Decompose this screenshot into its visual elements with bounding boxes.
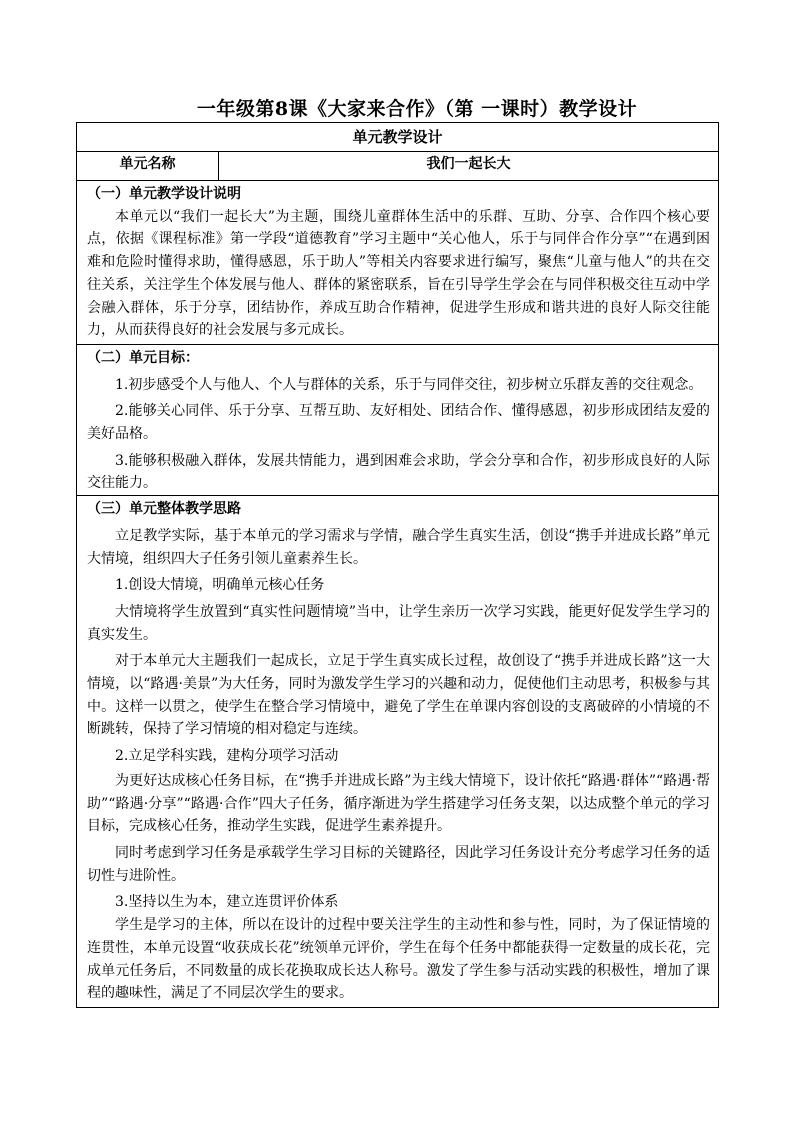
approach-paragraph: 大情境将学生放置到“真实性问题情境”当中，让学生亲历一次学习实践，能更好促发学生学习的真实发生。 — [87, 603, 711, 643]
table-header: 单元教学设计 — [77, 123, 719, 152]
section-goals-title: （二）单元目标： — [87, 349, 199, 366]
approach-paragraph: 同时考虑到学习任务是承载学生学习目标的关键路径，因此学习任务设计充分考虑学习任务的适切性与进阶性。 — [87, 844, 711, 884]
approach-paragraph: 对于本单元大主题我们一起成长，立足于学生真实成长过程，故创设了“携手并进成长路”这一大情境，以“路遇·美景”为大任务，同时为激发学生学习的兴趣和动力，促使他们主动思考，积极参与其中。这样一以贯之，使学生在整合学习情境中，避免了学生在单课内容创设的支离破碎的小情境的不断跳转，保持了学习情境的相对稳定与连续。 — [87, 653, 711, 738]
goal-item: 2.能够关心同伴、乐于分享、互帮互助、友好相处、团结合作、懂得感恩，初步形成团结友爱的美好品格。 — [87, 403, 711, 443]
section-description-cell — [77, 181, 719, 345]
approach-point-title: 3.坚持以生为本，建立连贯评价体系 — [115, 894, 339, 911]
section-description-row — [77, 181, 719, 345]
unit-name-value: 我们一起长大 — [219, 152, 719, 181]
section-description-title: （一）单元教学设计说明 — [87, 186, 241, 202]
unit-design-table — [76, 122, 719, 1008]
table-header-row — [77, 123, 719, 152]
section-description-paragraph: 本单元以“我们一起长大”为主题，围绕儿童群体生活中的乐群、互助、分享、合作四个核心要点，依据《课程标准》第一学段“道德教育”学习主题中“关心他人，乐于与同伴合作分享”“在遇到困难和危险时懂得求助，懂得感恩，乐于助人”等相关内容要求进行编写，聚焦“儿童与他人”的共在交往关系，关注学生个体发展与他人、群体的紧密联系，旨在引导学生学会在与同伴积极交往互动中学会融入群体，乐于分享，团结协作，养成互助合作精神，促进学生形成和谐共进的良好人际交往能力，从而获得良好的社会发展与多元成长。 — [87, 208, 711, 339]
unit-name-label: 单元名称 — [77, 152, 219, 181]
section-approach-cell — [77, 496, 719, 1008]
section-goals-cell — [77, 344, 719, 495]
goal-item: 1.初步感受个人与他人、个人与群体的关系，乐于与同伴交往，初步树立乐群友善的交往观念。 — [115, 376, 703, 393]
goal-item: 3.能够积极融入群体，发展共情能力，遇到困难会求助，学会分享和合作，初步形成良好的人际交往能力。 — [87, 452, 711, 492]
section-approach-title: （三）单元整体教学思路 — [87, 501, 241, 518]
approach-point-title: 2.立足学科实践，建构分项学习活动 — [115, 748, 339, 765]
section-approach-row — [77, 496, 719, 1008]
approach-intro: 立足教学实际，基于本单元的学习需求与学情，融合学生真实生活，创设“携手并进成长路”单元大情境，组织四大子任务引领儿童素养生长。 — [87, 527, 711, 567]
section-goals-row — [77, 344, 719, 495]
unit-name-row — [77, 152, 719, 181]
document-title: 一年级第8课《大家来合作》（第 一课时）教学设计 — [196, 98, 638, 120]
approach-paragraph: 学生是学习的主体，所以在设计的过程中要关注学生的主动性和参与性，同时，为了保证情境的连贯性，本单元设置“收获成长花”统领单元评价，学生在每个任务中都能获得一定数量的成长花，完成单元任务后，不同数量的成长花换取成长达人称号。激发了学生参与活动实践的积极性，增加了课程的趣味性，满足了不同层次学生的要求。 — [87, 917, 711, 1002]
approach-paragraph: 为更好达成核心任务目标，在“携手并进成长路”为主线大情境下，设计依托“路遇·群体”“路遇·帮助”“路遇·分享”“路遇·合作”四大子任务，循序渐进为学生搭建学习任务支架，以达成整个单元的学习目标，完成核心任务，推动学生实践，促进学生素养提升。 — [87, 772, 711, 835]
approach-point-title: 1.创设大情境，明确单元核心任务 — [115, 577, 325, 594]
